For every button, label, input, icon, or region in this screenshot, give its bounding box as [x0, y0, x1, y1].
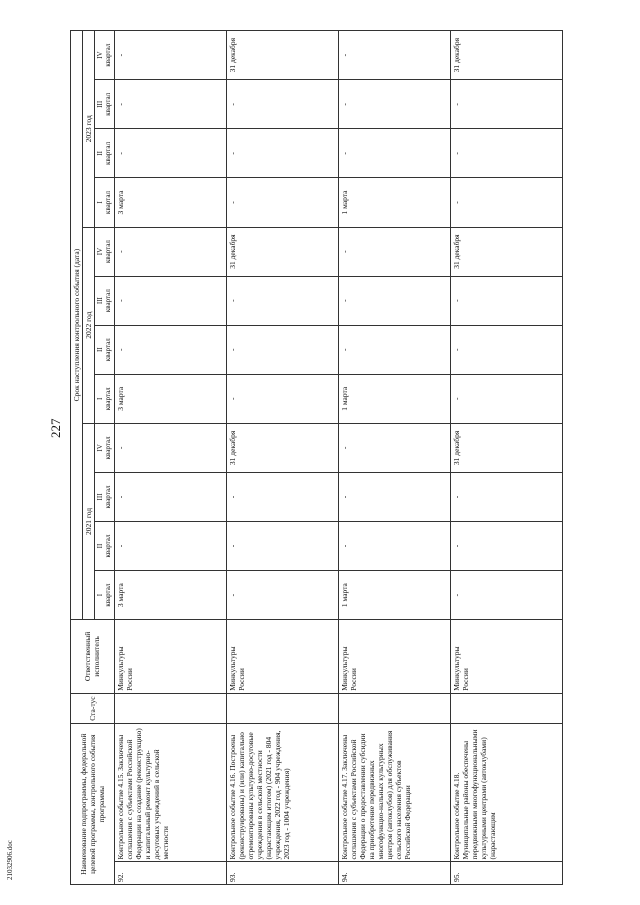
- event-status: [450, 693, 562, 724]
- deadline-cell: -: [114, 276, 226, 325]
- header-quarter: [95, 276, 115, 325]
- deadline-cell: 1 марта: [338, 374, 450, 423]
- deadline-cell: -: [450, 571, 562, 620]
- deadline-cell: 31 декабря: [450, 31, 562, 80]
- header-quarter: [95, 521, 115, 570]
- quarter-word: квартал: [104, 436, 113, 460]
- quarter-numeral: II: [96, 151, 104, 156]
- document-footer: 21032906.doc: [6, 840, 14, 880]
- responsible-executor: Минкультуры России: [114, 620, 226, 694]
- deadline-cell: -: [450, 472, 562, 521]
- deadline-cell: -: [450, 325, 562, 374]
- deadline-cell: 31 декабря: [226, 31, 338, 80]
- deadline-cell: -: [338, 31, 450, 80]
- deadline-cell: -: [114, 521, 226, 570]
- rotated-document-page: [70, 30, 615, 885]
- deadline-cell: 3 марта: [114, 178, 226, 227]
- deadline-cell: -: [226, 374, 338, 423]
- deadline-cell: -: [226, 325, 338, 374]
- deadline-cell: -: [114, 325, 226, 374]
- quarter-numeral: IV: [96, 51, 104, 59]
- quarter-word: квартал: [104, 43, 113, 67]
- event-name: Контрольное событие 4.15. Заключены соглашения с субъектами Российской Федерации на создание (реконструкцию) и капитальный ремонт культурно-досуговых учреждений в сельской местности: [114, 724, 226, 862]
- quarter-word: квартал: [104, 338, 113, 362]
- header-status: Ста-тус: [71, 693, 115, 724]
- header-quarter: [95, 80, 115, 129]
- table-row: [226, 31, 338, 885]
- quarter-numeral: II: [96, 347, 104, 353]
- event-status: [338, 693, 450, 724]
- deadline-cell: -: [338, 521, 450, 570]
- deadline-cell: -: [450, 129, 562, 178]
- deadline-cell: -: [338, 80, 450, 129]
- page-number: 227: [48, 418, 63, 438]
- header-quarter: [95, 31, 115, 80]
- header-quarter: [95, 129, 115, 178]
- deadline-cell: 3 марта: [114, 374, 226, 423]
- header-quarter: [95, 472, 115, 521]
- deadline-cell: -: [226, 80, 338, 129]
- deadline-cell: -: [450, 276, 562, 325]
- deadline-cell: 31 декабря: [226, 423, 338, 472]
- table-body: [114, 31, 562, 885]
- deadline-cell: -: [114, 472, 226, 521]
- deadline-cell: 31 декабря: [450, 423, 562, 472]
- quarter-numeral: III: [96, 297, 104, 305]
- deadline-cell: 31 декабря: [226, 227, 338, 276]
- header-responsible: Ответственный исполнитель: [71, 620, 115, 694]
- deadline-cell: 3 марта: [114, 571, 226, 620]
- quarter-numeral: IV: [96, 444, 104, 452]
- deadline-cell: 1 марта: [338, 178, 450, 227]
- deadline-cell: -: [226, 472, 338, 521]
- deadline-cell: -: [450, 178, 562, 227]
- table-header: [71, 31, 115, 885]
- quarter-word: квартал: [104, 387, 113, 411]
- deadline-cell: -: [338, 129, 450, 178]
- table-row: [450, 31, 562, 885]
- event-status: [226, 693, 338, 724]
- deadline-cell: -: [450, 374, 562, 423]
- quarter-word: квартал: [104, 485, 113, 509]
- header-quarter: [95, 325, 115, 374]
- deadline-cell: -: [338, 472, 450, 521]
- deadline-cell: -: [114, 31, 226, 80]
- quarter-word: квартал: [104, 141, 113, 165]
- row-number: 92.: [114, 862, 226, 885]
- deadline-cell: -: [226, 129, 338, 178]
- responsible-executor: Минкультуры России: [338, 620, 450, 694]
- responsible-executor: Минкультуры России: [226, 620, 338, 694]
- deadline-cell: -: [338, 276, 450, 325]
- event-name: Контрольное событие 4.17. Заключены соглашения с субъектами Российской Федерации о предоставлении субсидии на приобретение передвижных многофункцио-нальных культурных центров (автоклубов) для обслуживания сельского населения субъектов Российской Федерации: [338, 724, 450, 862]
- quarter-word: квартал: [104, 289, 113, 313]
- header-name: Наименование подпрограммы, федеральной целевой программы, контрольного события программы: [71, 724, 115, 885]
- deadline-cell: -: [226, 521, 338, 570]
- quarter-word: квартал: [104, 534, 113, 558]
- table-row: [338, 31, 450, 885]
- deadline-cell: -: [226, 276, 338, 325]
- table-row: [114, 31, 226, 885]
- quarter-word: квартал: [104, 240, 113, 264]
- deadline-cell: -: [114, 80, 226, 129]
- deadline-cell: -: [226, 178, 338, 227]
- deadline-cell: -: [226, 571, 338, 620]
- quarter-numeral: IV: [96, 247, 104, 256]
- quarter-numeral: I: [96, 593, 104, 597]
- header-quarter: [95, 178, 115, 227]
- header-quarter: [95, 423, 115, 472]
- deadline-cell: -: [450, 521, 562, 570]
- deadline-cell: 1 марта: [338, 571, 450, 620]
- control-events-table: [70, 30, 563, 885]
- row-number: 95.: [450, 862, 562, 885]
- quarter-numeral: III: [96, 100, 104, 108]
- quarter-numeral: I: [96, 397, 104, 400]
- header-year: 2023 год: [83, 31, 95, 228]
- deadline-cell: -: [338, 423, 450, 472]
- event-name: Контрольное событие 4.18. Муниципальные районы обеспечены передвижными многофункциональными культурными центрами (автоклубами) (нарастающим: [450, 724, 562, 862]
- deadline-cell: 31 декабря: [450, 227, 562, 276]
- row-number: 94.: [338, 862, 450, 885]
- header-deadline: Срок наступления контрольного события (дата): [71, 31, 83, 620]
- deadline-cell: -: [114, 129, 226, 178]
- event-name: Контрольное событие 4.16. Построены (реконструированы) и (или) капитально отремонтированы культурно-досуговые учреждения в сельской местности (нарастающим итогом) (2021 год - 804 учреждения, 2022 год - 904 учреждения, 2023 год - 1004 учреждения): [226, 724, 338, 862]
- header-quarter: [95, 571, 115, 620]
- event-status: [114, 693, 226, 724]
- deadline-cell: -: [114, 227, 226, 276]
- quarter-word: квартал: [104, 583, 113, 607]
- quarter-numeral: III: [96, 493, 104, 501]
- header-quarter: [95, 227, 115, 276]
- row-number: 93.: [226, 862, 338, 885]
- deadline-cell: -: [338, 227, 450, 276]
- quarter-numeral: I: [96, 201, 104, 204]
- quarter-word: квартал: [104, 92, 113, 116]
- quarter-numeral: II: [96, 543, 104, 549]
- deadline-cell: -: [450, 80, 562, 129]
- quarter-word: квартал: [104, 191, 113, 214]
- header-year: 2022 год: [83, 227, 95, 423]
- deadline-cell: -: [338, 325, 450, 374]
- header-year: 2021 год: [83, 423, 95, 619]
- header-quarter: [95, 374, 115, 423]
- responsible-executor: Минкультуры России: [450, 620, 562, 694]
- deadline-cell: -: [114, 423, 226, 472]
